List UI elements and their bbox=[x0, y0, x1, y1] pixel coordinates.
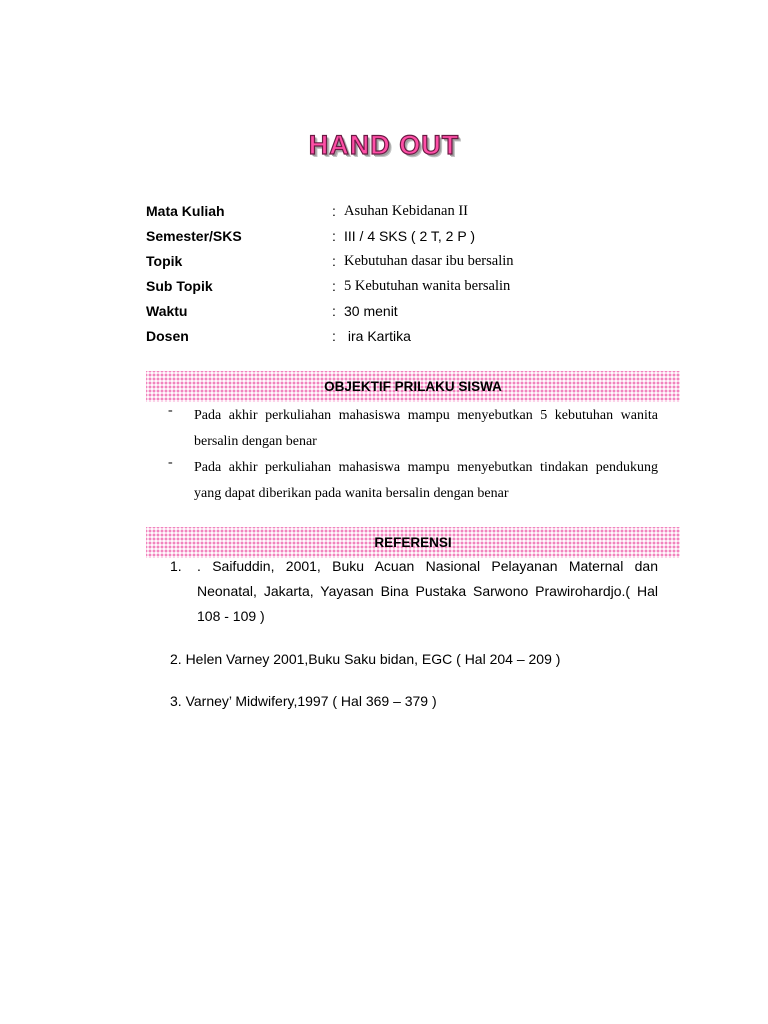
info-row-topik bbox=[146, 253, 686, 278]
document-title: HAND OUT bbox=[308, 130, 460, 160]
objective-heading: OBJEKTIF PRILAKU SISWA bbox=[324, 379, 502, 394]
info-value: Kebutuhan dasar ibu bersalin bbox=[344, 253, 514, 269]
list-item: 3. Varney’ Midwifery,1997 ( Hal 369 – 379 ) bbox=[170, 693, 437, 709]
info-row-waktu bbox=[146, 303, 686, 328]
info-row-semester-sks bbox=[146, 228, 686, 253]
objective-text: Pada akhir perkuliahan mahasiswa mampu menyebutkan tindakan pendukung yang dapat diberikan pada wanita bersalin dengan benar bbox=[194, 460, 658, 501]
info-label: Mata Kuliah bbox=[146, 203, 225, 219]
list-item bbox=[170, 554, 658, 629]
info-colon: : bbox=[332, 228, 336, 244]
bullet-dash: - bbox=[168, 455, 173, 470]
info-row-dosen bbox=[146, 328, 686, 353]
info-label: Dosen bbox=[146, 328, 189, 344]
info-label: Waktu bbox=[146, 303, 188, 319]
info-label: Semester/SKS bbox=[146, 228, 242, 244]
references-heading: REFERENSI bbox=[374, 535, 452, 550]
info-value: Asuhan Kebidanan II bbox=[344, 203, 469, 219]
info-value: ira Kartika bbox=[344, 328, 411, 344]
list-item bbox=[168, 403, 658, 454]
list-item: 2. Helen Varney 2001,Buku Saku bidan, EGC ( Hal 204 – 209 ) bbox=[170, 651, 561, 667]
objective-list bbox=[168, 403, 658, 507]
info-colon: : bbox=[332, 253, 336, 269]
info-colon: : bbox=[332, 328, 336, 344]
reference-number: 1. bbox=[170, 558, 182, 574]
objective-heading-band bbox=[146, 371, 680, 402]
course-info bbox=[146, 203, 686, 353]
info-value: III / 4 SKS ( 2 T, 2 P ) bbox=[344, 228, 475, 244]
info-colon: : bbox=[332, 303, 336, 319]
info-row-mata-kuliah bbox=[146, 203, 686, 228]
info-value: 5 Kebutuhan wanita bersalin bbox=[344, 278, 511, 294]
info-colon: : bbox=[332, 278, 336, 294]
info-colon: : bbox=[332, 203, 336, 219]
info-value: 30 menit bbox=[344, 303, 398, 319]
info-label: Sub Topik bbox=[146, 278, 213, 294]
info-label: Topik bbox=[146, 253, 183, 269]
reference-text: . Saifuddin, 2001, Buku Acuan Nasional Pelayanan Maternal dan Neonatal, Jakarta, Yayasan Bina Pustaka Sarwono Prawirohardjo.( Hal 108 - 109 ) bbox=[197, 558, 658, 624]
references-list bbox=[170, 554, 658, 714]
list-item bbox=[168, 455, 658, 506]
objective-text: Pada akhir perkuliahan mahasiswa mampu menyebutkan 5 kebutuhan wanita bersalin dengan benar bbox=[194, 408, 658, 449]
bullet-dash: - bbox=[168, 403, 173, 418]
info-row-sub-topik bbox=[146, 278, 686, 303]
